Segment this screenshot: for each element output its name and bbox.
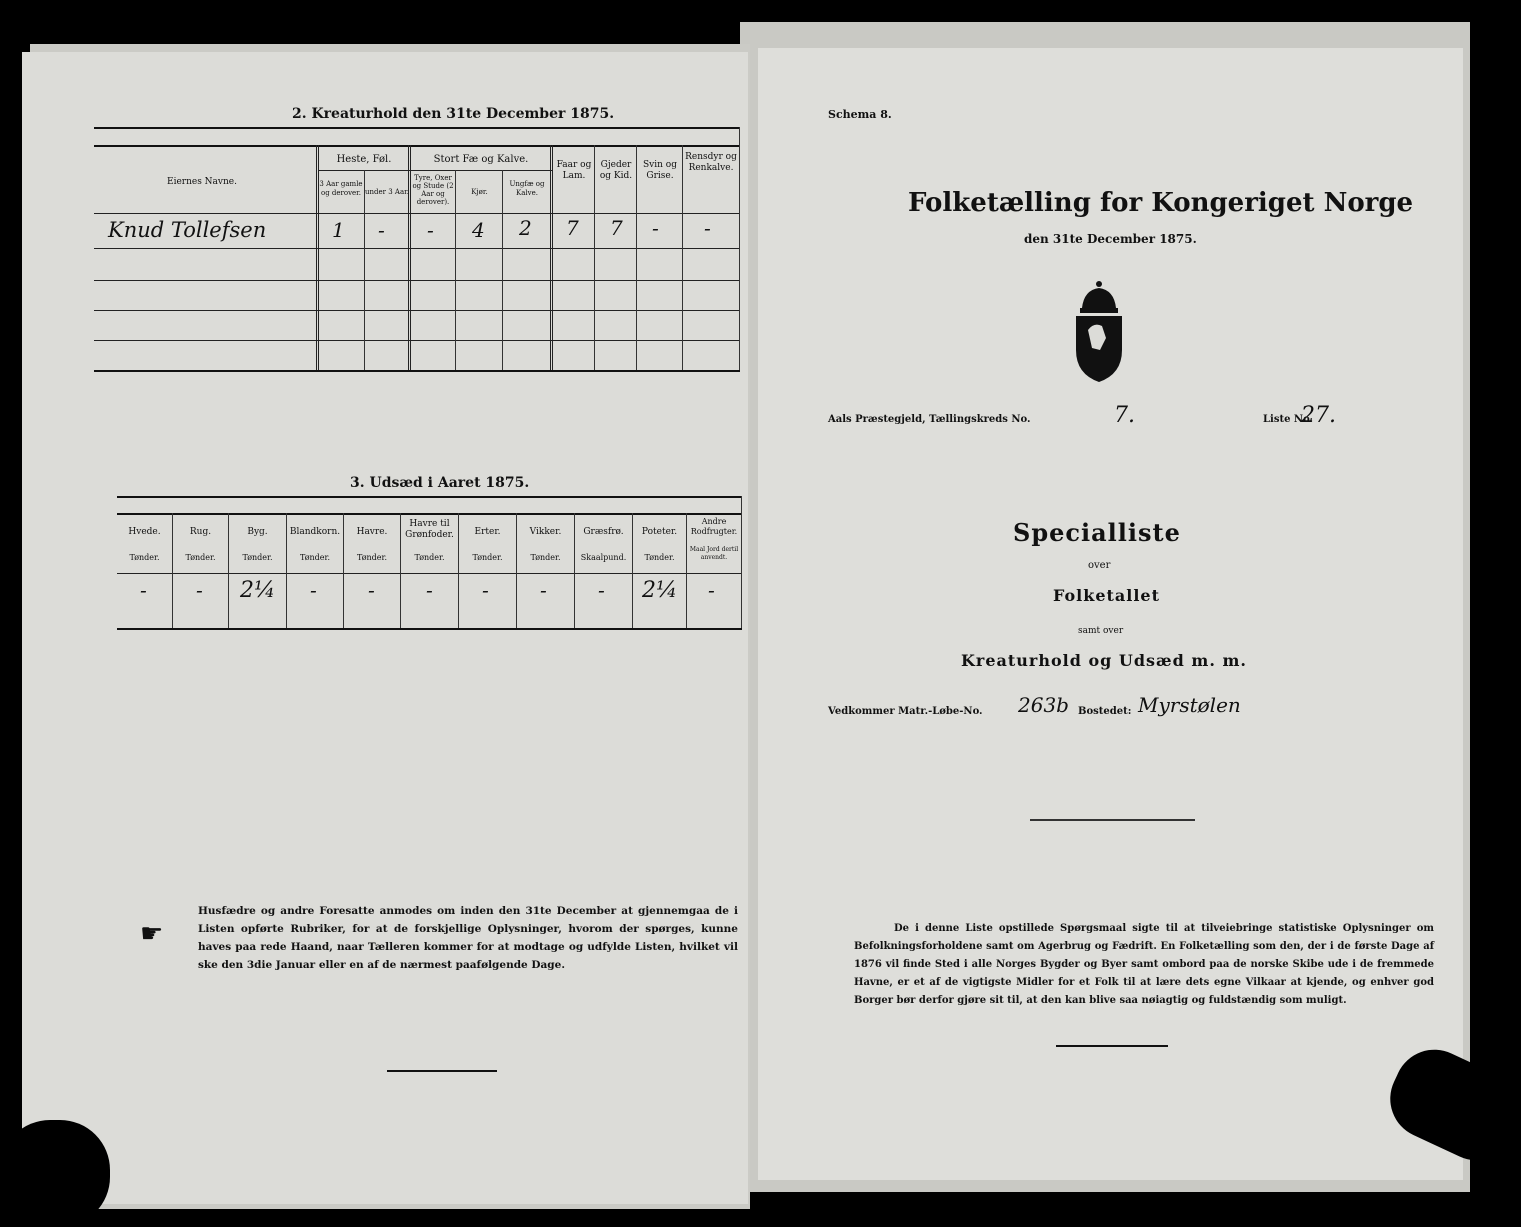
seed-unit-1: Tønder. <box>185 553 216 562</box>
seed-unit-6: Tønder. <box>472 553 503 562</box>
scanner-clip-left <box>0 1120 110 1227</box>
seed-value-5: - <box>426 578 433 602</box>
header-cattle: Stort Fæ og Kalve. <box>433 154 529 165</box>
schema-label: Schema 8. <box>828 108 892 121</box>
seed-unit-2: Tønder. <box>242 553 273 562</box>
header-horses: Heste, Føl. <box>336 154 392 165</box>
kreaturhold-heading: Kreaturhold og Udsæd m. m. <box>961 651 1247 670</box>
specialliste-heading: Specialliste <box>1013 518 1181 547</box>
pigs-value: - <box>652 216 659 240</box>
seed-value-9: 2¼ <box>642 578 678 603</box>
seed-header-1: Rug. <box>189 527 212 537</box>
cattle-c-value: 2 <box>519 216 532 240</box>
seed-unit-4: Tønder. <box>356 553 388 562</box>
header-horses-b: under 3 Aar. <box>365 188 409 196</box>
matr-label: Vedkommer Matr.-Løbe-No. <box>828 706 983 717</box>
seed-value-2: 2¼ <box>240 578 276 603</box>
list-number: 27. <box>1301 403 1336 428</box>
pointing-hand-icon: ☛ <box>140 919 164 949</box>
instruction-paragraph: De i denne Liste opstillede Spørgsmaal sigte til at tilveiebringe statistiske Oplysninger om Befolkningsforholdene samt om Agerbrug og Fædrift. En Folketælling som den, der i de første Dage af 1876 vil finde Sted i alle Norges Bygder og Byer samt ombord paa de norske Skibe ude i de fremmede Havne, er et af de vigtigste Midler for et Folk til at lære dets egne Vilkaar at kjende, og enhver god Borger bør derfor gjøre sit til, at den kan blive saa nøiagtig og fuldstændig som muligt. <box>854 923 1434 1006</box>
owner-name: Knud Tollefsen <box>108 218 267 242</box>
header-pigs: Svin og Grise. <box>643 160 677 181</box>
seed-value-3: - <box>310 578 317 602</box>
seed-header-6: Erter. <box>474 527 501 537</box>
norway-coat-of-arms-icon <box>1072 278 1126 382</box>
seed-value-8: - <box>598 578 605 602</box>
goats-value: 7 <box>610 216 623 240</box>
notice-text: Husfædre og andre Foresatte anmodes om inden den 31te December at gjennemgaa de i Listen opførte Rubriker, for at de forskjellige Oplysninger, hvorom der spørges, kunne haves paa rede Haand, naar Tælleren kommer for at modtage og udfylde Listen, hvilket vil ske den 3die Januar eller en af de nærmest paafølgende Dage. <box>198 905 738 971</box>
matr-number: 263b <box>1018 693 1069 717</box>
seed-unit-0: Tønder. <box>129 553 160 562</box>
seed-value-0: - <box>140 578 147 602</box>
seed-header-9: Poteter. <box>641 527 678 537</box>
district-number: 7. <box>1114 403 1135 428</box>
list-label: Liste No. <box>1263 414 1314 425</box>
seed-header-3: Blandkorn. <box>289 527 341 537</box>
horses-a-value: 1 <box>332 218 345 242</box>
cattle-a-value: - <box>427 218 434 242</box>
seed-header-8: Græsfrø. <box>583 527 624 537</box>
seed-header-2: Byg. <box>247 527 268 537</box>
header-cattle-b: Kjør. <box>471 188 488 196</box>
title-date: den 31te December 1875. <box>1024 232 1197 246</box>
seed-unit-5: Tønder. <box>414 553 445 562</box>
bosted-value: Myrstølen <box>1138 693 1241 717</box>
header-goats: Gjeder og Kid. <box>599 160 633 181</box>
section2-title: 2. Kreaturhold den 31te December 1875. <box>292 106 615 122</box>
seed-unit-8: Skaalpund. <box>580 553 627 562</box>
seed-header-10: Andre Rodfrugter. <box>690 517 738 536</box>
seed-header-0: Hvede. <box>128 527 161 537</box>
seed-value-10: - <box>708 578 715 602</box>
header-cattle-a: Tyre, Oxer og Stude (2 Aar og derover). <box>412 174 454 206</box>
horses-b-value: - <box>378 218 385 242</box>
folketallet-heading: Folketallet <box>1053 586 1160 605</box>
seed-header-7: Vikker. <box>529 527 562 537</box>
seed-unit-3: Tønder. <box>299 553 331 562</box>
header-cattle-c: Ungfæ og Kalve. <box>509 180 545 197</box>
reindeer-value: - <box>704 216 711 240</box>
seed-unit-7: Tønder. <box>530 553 561 562</box>
header-horses-a: 3 Aar gamle og derover. <box>319 180 363 197</box>
section3-title: 3. Udsæd i Aaret 1875. <box>350 475 530 491</box>
seed-unit-9: Tønder. <box>644 553 675 562</box>
cattle-b-value: 4 <box>472 218 485 242</box>
seed-value-1: - <box>196 578 203 602</box>
main-title: Folketælling for Kongeriget Norge <box>908 188 1414 218</box>
seed-value-7: - <box>540 578 547 602</box>
seed-value-6: - <box>482 578 489 602</box>
header-reindeer: Rensdyr og Renkalve. <box>685 152 737 173</box>
bosted-label: Bostedet: <box>1078 706 1132 717</box>
seed-header-5: Havre til Grønfoder. <box>405 519 454 540</box>
sheep-value: 7 <box>566 216 579 240</box>
header-sheep: Faar og Lam. <box>556 160 592 181</box>
seed-header-4: Havre. <box>356 527 388 537</box>
left-page <box>22 52 748 1204</box>
seed-unit-10: Maal Jord dertil anvendt. <box>689 546 739 561</box>
over-1: over <box>1088 560 1111 571</box>
seed-value-4: - <box>368 578 375 602</box>
parish-label: Aals Præstegjeld, Tællingskreds No. <box>828 414 1031 425</box>
right-page <box>758 48 1463 1180</box>
samt-over: samt over <box>1078 626 1124 636</box>
header-owner: Eiernes Navne. <box>167 177 237 187</box>
